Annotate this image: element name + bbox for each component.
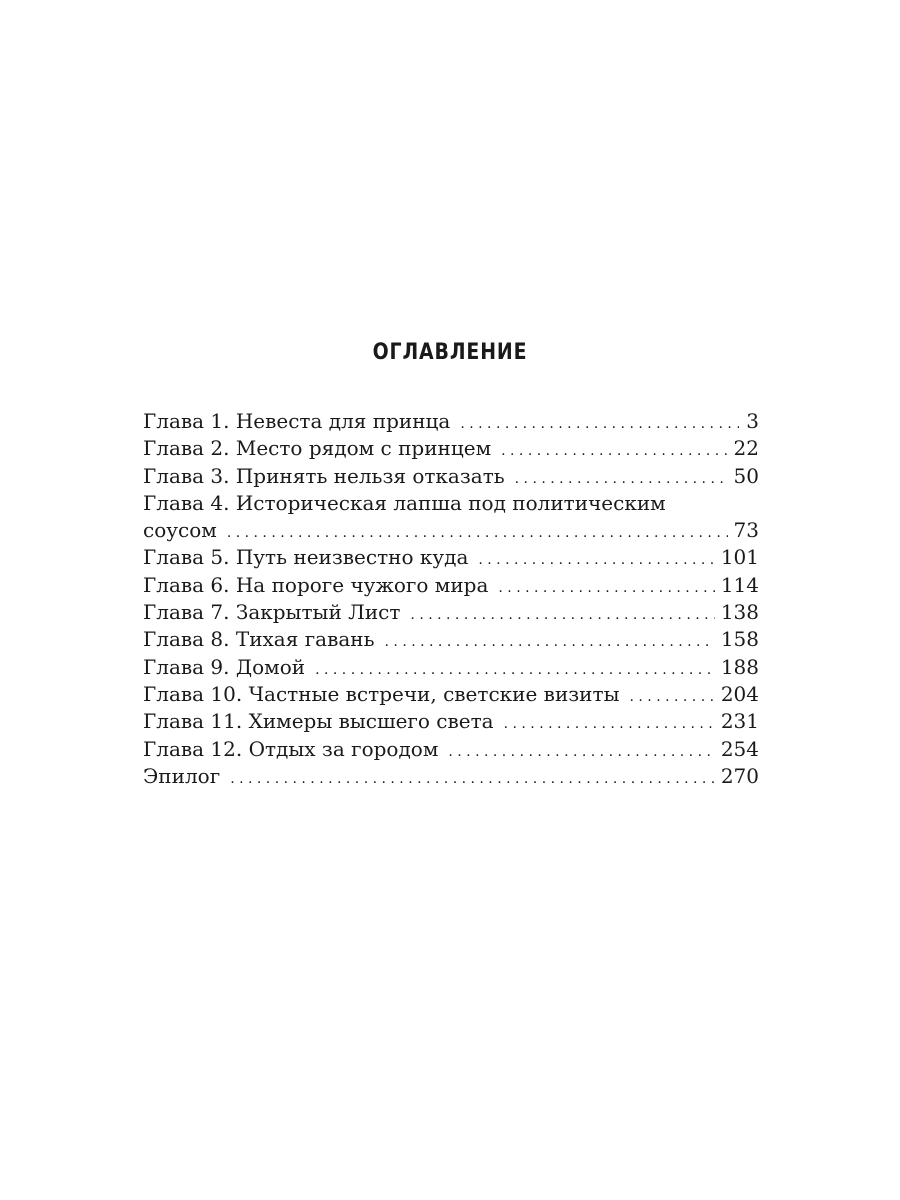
toc-entry-continuation xyxy=(143,517,759,544)
dot-leader xyxy=(448,739,714,766)
toc-entry xyxy=(143,626,759,653)
toc-entry xyxy=(143,463,759,490)
page-number: 50 xyxy=(733,463,759,488)
dot-leader xyxy=(460,411,739,438)
entry-title: соусом xyxy=(143,518,217,543)
dot-leader xyxy=(478,547,714,574)
entry-title: Эпилог xyxy=(143,763,221,788)
entry-title: Глава 3. Принять нельзя отказать xyxy=(143,463,505,488)
page-number: 3 xyxy=(746,409,759,433)
toc-entry xyxy=(143,408,759,435)
toc-entry xyxy=(143,654,759,681)
page-number: 73 xyxy=(733,518,759,543)
dot-leader xyxy=(385,629,715,656)
toc-entry xyxy=(143,544,759,571)
toc-entry xyxy=(143,572,759,599)
entry-title: Глава 10. Частные встречи, светские визиты xyxy=(143,681,620,706)
table-of-contents xyxy=(143,408,759,790)
dot-leader xyxy=(230,766,715,793)
entry-title: Глава 6. На пороге чужого мира xyxy=(143,572,489,597)
toc-entry xyxy=(143,599,759,626)
entry-title: Глава 12. Отдых за городом xyxy=(143,736,439,761)
dot-leader xyxy=(501,438,727,465)
page-number: 270 xyxy=(720,763,759,788)
page-number: 114 xyxy=(720,572,759,597)
toc-entry xyxy=(143,435,759,462)
dot-leader xyxy=(630,684,715,711)
entry-title: Глава 7. Закрытый Лист xyxy=(143,600,401,625)
dot-leader xyxy=(227,520,728,547)
page-number: 101 xyxy=(720,545,759,570)
page-number: 22 xyxy=(733,436,759,461)
entry-title: Глава 1. Невеста для принца xyxy=(143,409,451,433)
page-title: ОГЛАВЛЕНИЕ xyxy=(372,340,528,365)
page-number: 138 xyxy=(720,600,759,625)
page-number: 158 xyxy=(720,627,759,652)
entry-title: Глава 11. Химеры высшего света xyxy=(143,709,494,734)
page-number: 188 xyxy=(720,654,759,679)
dot-leader xyxy=(504,711,715,738)
page-number: 204 xyxy=(720,681,759,706)
toc-entry xyxy=(143,681,759,708)
entry-title: Глава 2. Место рядом с принцем xyxy=(143,436,492,461)
toc-entry-first-line xyxy=(143,490,759,517)
dot-leader xyxy=(498,575,714,602)
toc-entry xyxy=(143,708,759,735)
toc-entry xyxy=(143,763,759,790)
entry-title: Глава 5. Путь неизвестно куда xyxy=(143,545,469,570)
dot-leader xyxy=(410,602,714,629)
entry-title: Глава 9. Домой xyxy=(143,654,306,679)
page-number: 231 xyxy=(720,709,759,734)
entry-title: Глава 4. Историческая лапша под политическим xyxy=(143,490,666,515)
dot-leader xyxy=(315,657,715,684)
page-number: 254 xyxy=(720,736,759,761)
dot-leader xyxy=(515,466,728,493)
toc-entry xyxy=(143,736,759,763)
entry-title: Глава 8. Тихая гавань xyxy=(143,627,375,652)
